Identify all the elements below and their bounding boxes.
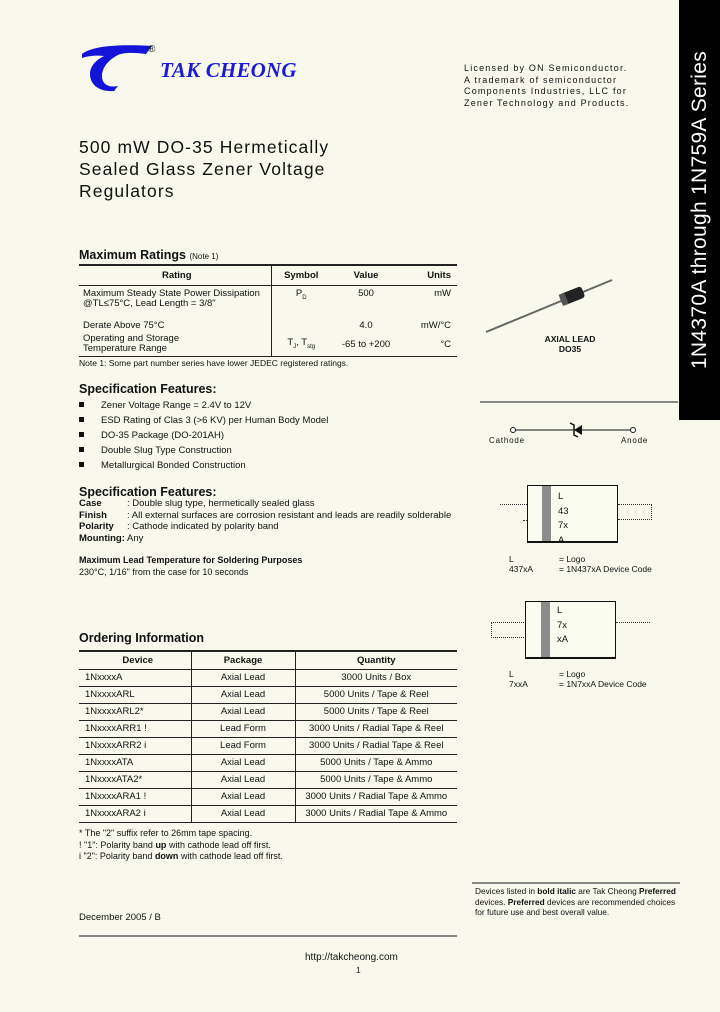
note-text: devices. (475, 896, 508, 907)
rating-text: Temperature Range (83, 343, 167, 354)
legend-key: L (509, 669, 514, 679)
marking-line: 7x (558, 520, 569, 532)
ordering-heading: Ordering Information (79, 631, 204, 645)
package-cell: Axial Lead (191, 771, 295, 788)
heading-text: Maximum Ratings (79, 248, 186, 262)
units-cell: mW/°C (420, 320, 451, 331)
document-title (79, 136, 329, 202)
spec-details-heading: Specification Features: (79, 485, 217, 499)
subscript: J (293, 343, 297, 350)
subscript: stg (307, 343, 316, 350)
note-text: ! "1": Polarity band (79, 839, 156, 850)
legend-value: = Logo (559, 554, 586, 564)
spec-row (79, 521, 451, 533)
ordering-note (79, 828, 283, 840)
marking-lines (558, 490, 569, 549)
list-item: Metallurgical Bonded Construction (79, 458, 328, 473)
note-emphasis: Preferred (507, 896, 545, 907)
column-header: Package (191, 651, 295, 669)
column-header: Device (79, 651, 191, 669)
section-divider (472, 882, 680, 884)
note-text: are Tak Cheong (576, 886, 640, 896)
column-header: Rating (79, 265, 271, 285)
rating-cell (79, 334, 271, 356)
list-item: DO-35 Package (DO-201AH) (79, 428, 328, 443)
license-line: Zener Technology and Products. (464, 97, 630, 108)
list-item: Zener Voltage Range = 2.4V to 12V (79, 398, 328, 413)
section-divider (480, 401, 678, 403)
column-header: Value (331, 265, 401, 285)
marking-legend-2 (509, 670, 647, 689)
note-emphasis: bold italic (537, 886, 576, 896)
package-cell: Axial Lead (191, 805, 295, 822)
license-line: A trademark of semiconductor (464, 74, 618, 85)
subscript: D (302, 294, 307, 301)
spec-details (79, 498, 451, 544)
device-cell: 1NxxxxARR2 i (79, 737, 191, 754)
table-row (79, 737, 457, 754)
ratings-note: Note 1: Some part number series have lower JEDEC registered ratings. (79, 358, 349, 368)
soldering-text: 230°C, 1/16" from the case for 10 seconds (79, 566, 249, 577)
table-row (79, 285, 457, 321)
quantity-cell: 3000 Units / Radial Tape & Reel (295, 737, 457, 754)
package-cell: Axial Lead (191, 686, 295, 703)
rating-text: @TL≤75°C, Lead Length = 3/8" (83, 297, 216, 309)
table-header-row (79, 265, 457, 285)
table-row (79, 771, 457, 788)
list-item: ESD Rating of Clas 3 (>6 KV) per Human Body Model (79, 413, 328, 428)
quantity-cell: 3000 Units / Box (295, 669, 457, 686)
marking-line: xA (557, 634, 569, 646)
lead-dotted-line (500, 504, 527, 505)
note-emphasis: Preferred (639, 886, 676, 896)
spec-value: : All external surfaces are corrosion resistant and leads are readily solderable (127, 509, 452, 521)
max-ratings-heading (79, 248, 218, 262)
quantity-cell: 5000 Units / Tape & Reel (295, 686, 457, 703)
date-revision: December 2005 / B (79, 912, 161, 923)
units-cell: °C (401, 334, 457, 356)
ordering-table (79, 650, 457, 823)
lead-dotted-loop (618, 504, 652, 520)
rating-cell (79, 285, 271, 321)
license-line: Licensed by ON Semiconductor. (464, 63, 628, 73)
note-emphasis: up (155, 839, 167, 850)
anode-label: Anode (621, 436, 649, 445)
column-header: Quantity (295, 651, 457, 669)
table-row (79, 805, 457, 822)
quantity-cell: 5000 Units / Tape & Reel (295, 703, 457, 720)
title-line: Sealed Glass Zener Voltage (79, 159, 326, 179)
caption-line: AXIAL LEAD (544, 334, 596, 344)
note-text: i "2": Polarity band (79, 851, 155, 861)
legend-key: L (509, 554, 514, 564)
cathode-label: Cathode (489, 436, 525, 445)
note-emphasis: down (154, 851, 179, 861)
package-cell: Lead Form (191, 720, 295, 737)
units-cell: mW (434, 287, 451, 299)
table-row (79, 788, 457, 805)
registered-mark: ® (148, 44, 156, 55)
spec-label: Polarity (79, 521, 114, 532)
soldering-heading: Maximum Lead Temperature for Soldering Purposes (79, 555, 303, 565)
legend-value: = 1N437xA Device Code (559, 563, 652, 574)
rating-cell: Derate Above 75°C (79, 321, 271, 334)
polarity-band (542, 486, 551, 541)
note-text: devices are recommended choices for future use and best overall value. (475, 896, 676, 917)
license-text (464, 63, 629, 109)
package-cell: Axial Lead (191, 754, 295, 771)
marking-line: 43 (558, 505, 569, 517)
package-cell: Axial Lead (191, 703, 295, 720)
symbol-cell (271, 321, 331, 334)
device-cell: 1NxxxxATA2* (79, 771, 191, 788)
table-row (79, 686, 457, 703)
lead-dotted-loop (491, 622, 526, 638)
marking-lines (557, 604, 568, 648)
tak-cheong-logo-icon (78, 44, 156, 92)
value-cell: 4.0 (359, 320, 373, 331)
title-line: Regulators (79, 181, 175, 201)
marking-legend-1 (509, 555, 652, 574)
quantity-cell: 3000 Units / Radial Tape & Ammo (295, 788, 457, 805)
legend-value: = 1N7xxA Device Code (559, 678, 647, 689)
ordering-notes (79, 828, 283, 863)
ordering-note (79, 851, 283, 863)
lead-dotted-line (616, 622, 650, 623)
ordering-note (79, 840, 283, 852)
note-text: with cathode lead off first. (166, 839, 271, 850)
preferred-devices-note (475, 886, 685, 918)
column-header: Units (401, 265, 457, 285)
caption-line: DO35 (558, 344, 582, 354)
marking-line: L (558, 491, 564, 502)
package-cell: Lead Form (191, 737, 295, 754)
spec-label: Mounting: (79, 532, 125, 544)
device-cell: 1NxxxxATA (79, 754, 191, 771)
rating-text: Maximum Steady State Power Dissipation (83, 287, 260, 299)
spec-label: Finish (79, 509, 107, 521)
package-cell: Axial Lead (191, 669, 295, 686)
quantity-cell: 3000 Units / Radial Tape & Ammo (295, 805, 457, 822)
marking-line: A (558, 535, 565, 547)
table-header-row (79, 651, 457, 669)
device-cell: 1NxxxxARL (79, 686, 191, 703)
table-row (79, 669, 457, 686)
spec-label: Case (79, 498, 102, 509)
device-cell: 1NxxxxARR1 ! (79, 720, 191, 737)
note-text: * The "2" suffix refer to 26mm tape spacing. (79, 828, 253, 838)
marking-diagram-1 (527, 485, 618, 547)
device-cell: 1NxxxxARA2 i (79, 805, 191, 822)
features-list (79, 398, 328, 473)
website-link[interactable]: http://takcheong.com (305, 952, 398, 963)
spec-row (79, 498, 451, 510)
page-number: 1 (356, 965, 361, 975)
list-item: Double Slug Type Construction (79, 443, 328, 458)
legend-value: = Logo (559, 669, 586, 679)
device-cell: 1NxxxxARA1 ! (79, 788, 191, 805)
value-cell: 500 (358, 287, 374, 299)
note-text: with cathode lead off first. (178, 851, 283, 861)
value-cell: -65 to +200 (331, 334, 401, 356)
note-text: Devices listed in (475, 886, 538, 896)
series-title: 1N4370A through 1N759A Series (687, 50, 711, 370)
legend-key: 437xA (509, 563, 534, 574)
table-row (79, 703, 457, 720)
table-row (79, 754, 457, 771)
spec-row (79, 533, 451, 545)
series-sidebar (679, 0, 720, 420)
marking-line: L (557, 605, 563, 616)
heading-note: (Note 1) (189, 252, 219, 261)
quantity-cell: 5000 Units / Tape & Ammo (295, 771, 457, 788)
device-cell: 1NxxxxARL2* (79, 703, 191, 720)
spec-row (79, 510, 451, 522)
brand-name: TAK CHEONG (160, 58, 297, 82)
footer-divider (79, 935, 457, 937)
device-cell: 1NxxxxA (79, 669, 191, 686)
legend-key: 7xxA (509, 678, 528, 689)
features-heading: Specification Features: (79, 382, 217, 396)
marking-line: 7x (557, 619, 568, 631)
title-line: 500 mW DO-35 Hermetically (79, 137, 330, 157)
table-row (79, 720, 457, 737)
spec-value: Any (124, 532, 144, 544)
table-row (79, 334, 457, 356)
spec-value: : Double slug type, hermetically sealed glass (127, 498, 315, 509)
max-ratings-table (79, 264, 457, 357)
license-line: Components Industries, LLC for (464, 86, 628, 96)
symbol-cell: $P_D$ (295, 287, 307, 301)
symbol-cell: $T_J$, $T_{stg}$ (271, 334, 331, 356)
column-header: Symbol (271, 265, 331, 285)
soldering-info (79, 555, 302, 578)
spec-value: : Cathode indicated by polarity band (127, 521, 279, 532)
quantity-cell: 3000 Units / Radial Tape & Reel (295, 720, 457, 737)
marking-diagram-2 (525, 601, 616, 659)
axial-lead-diode-icon (484, 278, 614, 338)
package-caption (530, 334, 610, 354)
quantity-cell: 5000 Units / Tape & Ammo (295, 754, 457, 771)
polarity-band (541, 602, 550, 657)
package-cell: Axial Lead (191, 788, 295, 805)
rating-text: Operating and Storage (83, 333, 180, 344)
